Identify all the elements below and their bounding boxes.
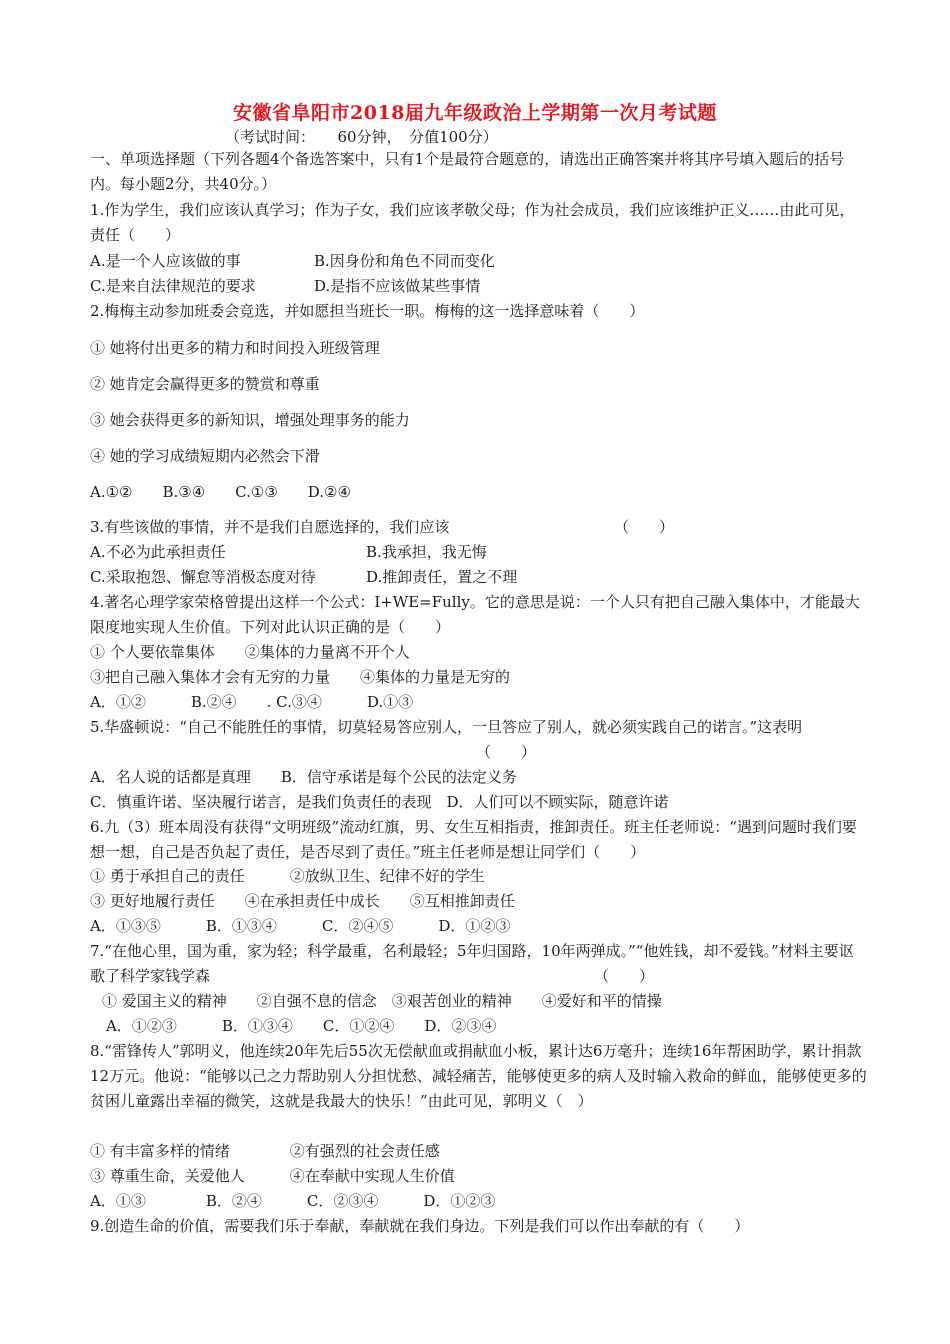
q3-option-a: A.不必为此承担责任 <box>90 543 226 561</box>
q8-line-2: ③ 尊重生命，关爱他人 ④在奉献中实现人生价值 <box>90 1167 455 1185</box>
q2-item-4: ④ 她的学习成绩短期内必然会下滑 <box>90 447 320 465</box>
q2-options: A.①② B.③④ C.①③ D.②④ <box>90 483 351 501</box>
q8-line-1: ① 有丰富多样的情绪 ②有强烈的社会责任感 <box>90 1142 440 1160</box>
q4-line-2: ③把自己融入集体才会有无穷的力量 ④集体的力量是无穷的 <box>90 668 511 686</box>
q6-options: A．①③⑤ B．①③④ C．②④⑤ D．①②③ <box>90 917 511 935</box>
q5-stem: 5.华盛顿说：“自己不能胜任的事情，切莫轻易答应别人，一旦答应了别人，就必须实践自己的诺言。”这表明 <box>90 718 803 736</box>
exam-subtitle: （考试时间： 60分钟， 分值100分） <box>225 128 498 146</box>
q6-line-2: ③ 更好地履行责任 ④在承担责任中成长 ⑤互相推卸责任 <box>90 892 515 910</box>
q7-line-1: ① 爱国主义的精神 ②自强不息的信念 ③艰苦创业的精神 ④爱好和平的情操 <box>102 992 662 1010</box>
exam-title: 安徽省阜阳市2018届九年级政治上学期第一次月考试题 <box>233 102 717 124</box>
q5-answer-bracket: （ ） <box>476 743 537 761</box>
q1-option-c: C.是来自法律规范的要求 <box>90 277 256 295</box>
q1-option-a: A.是一个人应该做的事 <box>90 252 241 270</box>
q8-options: A．①③ B．②④ C．②③④ D．①②③ <box>90 1192 496 1210</box>
q4-stem: 4.著名心理学家荣格曾提出这样一个公式：I+WE=Fully。它的意思是说：一个人只有把自己融入集体中，才能最大限度地实现人生价值。下列对此认识正确的是（ ） <box>90 593 860 636</box>
q6-stem: 6.九（3）班本周没有获得“文明班级”流动红旗，男、女生互相指责，推卸责任。班主任老师说：“遇到问题时我们要想一想，自己是否负起了责任，是否尽到了责任。”班主任老师是想让同学们（ ） <box>90 818 857 861</box>
q4-line-1: ① 个人要依靠集体 ②集体的力量离不开个人 <box>90 643 410 661</box>
q2-item-1: ① 她将付出更多的精力和时间投入班级管理 <box>90 339 380 357</box>
q1-option-d: D.是指不应该做某些事情 <box>314 277 481 295</box>
q8-stem: 8.“雷锋传人”郭明义，他连续20年先后55次无偿献血或捐献血小板，累计达6万毫升；连续16年帮困助学，累计捐款12万元。他说：“能够以己之力帮助别人分担忧愁、减轻痛苦，能够使更多的病人及时输入救命的鲜血，能够使更多的贫困儿童露出幸福的微笑，这就是我最大的快乐！”由此可见，郭明义（ ） <box>90 1042 867 1110</box>
q3-stem: 3.有些该做的事情，并不是我们自愿选择的，我们应该 <box>90 518 450 536</box>
q7-options: A．①②③ B．①③④ C．①②④ D．②③④ <box>106 1017 497 1035</box>
q6-line-1: ① 勇于承担自己的责任 ②放纵卫生、纪律不好的学生 <box>90 867 485 885</box>
q3-option-c: C.采取抱怨、懈怠等消极态度对待 <box>90 568 316 586</box>
section-header: 一、单项选择题（下列各题4个备选答案中，只有1个是最符合题意的，请选出正确答案并将其序号填入题后的括号内。每小题2分，共40分。） <box>90 150 845 193</box>
q7-answer-bracket: （ ） <box>594 967 655 985</box>
q2-item-2: ② 她肯定会赢得更多的赞赏和尊重 <box>90 375 320 393</box>
q1-stem: 1.作为学生，我们应该认真学习；作为子女，我们应该孝敬父母；作为社会成员，我们应该维护正义……由此可见，责任（ ） <box>90 201 855 244</box>
q9-stem: 9.创造生命的价值，需要我们乐于奉献，奉献就在我们身边。下列是我们可以作出奉献的有（ ） <box>90 1217 750 1235</box>
q4-options: A．①② B.②④ . C.③④ D.①③ <box>90 693 414 711</box>
q5-line-2: C．慎重许诺、坚决履行诺言，是我们负责任的表现 D．人们可以不顾实际，随意许诺 <box>90 793 669 811</box>
q2-stem: 2.梅梅主动参加班委会竞选，并如愿担当班长一职。梅梅的这一选择意味着（ ） <box>90 302 645 320</box>
q5-line-1: A．名人说的话都是真理 B．信守承诺是每个公民的法定义务 <box>90 768 517 786</box>
q3-answer-bracket: （ ） <box>614 518 675 536</box>
q7-stem: 7.“在他心里，国为重，家为轻；科学最重，名利最轻；5年归国路，10年两弹成。”“他姓钱，却不爱钱。”材料主要讴歌了科学家钱学森 <box>90 942 854 985</box>
q1-option-b: B.因身份和角色不同而变化 <box>314 252 495 270</box>
q3-option-b: B.我承担，我无悔 <box>366 543 487 561</box>
q3-option-d: D.推卸责任，置之不理 <box>366 568 518 586</box>
q2-item-3: ③ 她会获得更多的新知识，增强处理事务的能力 <box>90 411 410 429</box>
